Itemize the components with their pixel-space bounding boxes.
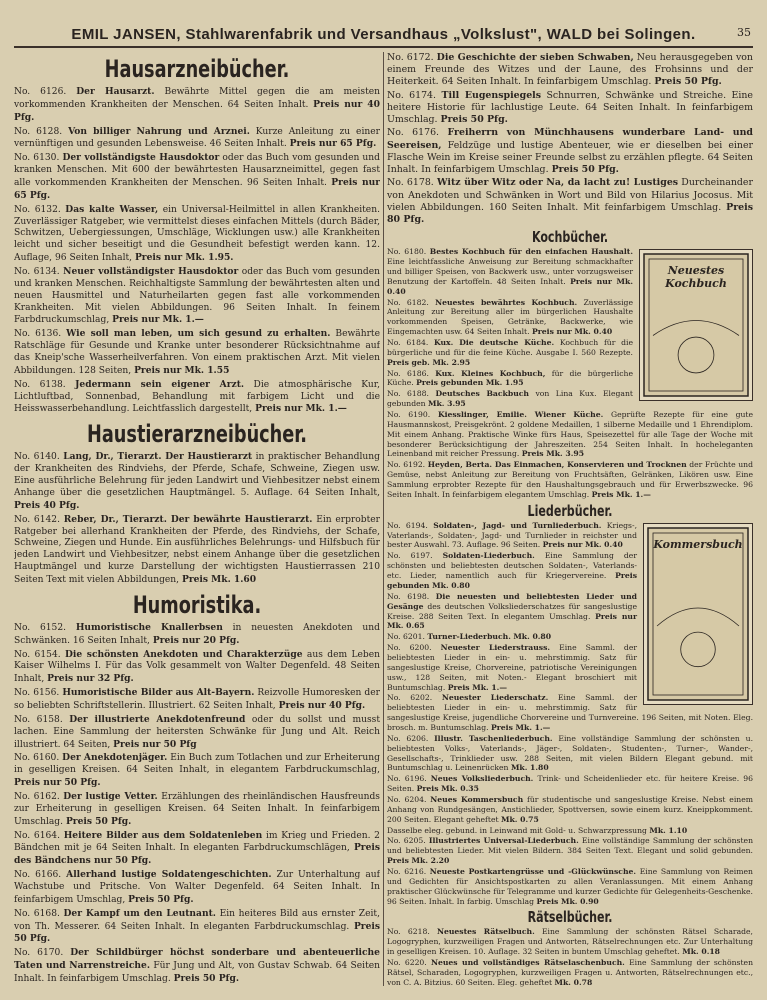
catalog-entry <box>14 266 380 327</box>
catalog-entry <box>14 947 380 986</box>
entry-price: Preis 50 Pfg. <box>173 973 240 984</box>
entry-price: Preis 50 Pfg. <box>14 920 380 945</box>
entry-number: No. 6192. <box>387 460 426 470</box>
entry-price: Preis Mk. 1.— <box>491 722 551 732</box>
entry-title: Neuestes Rätselbuch. <box>437 927 535 937</box>
entry-title: Der Schildbürger höchst sonderbare und abenteuerliche Taten und Narrenstreiche. <box>14 947 380 972</box>
entry-price: Preis 50 Pfg. <box>551 164 619 176</box>
entry-text: in neuesten Anekdoten und Schwänken. 16 Seiten Inhalt, <box>14 622 380 646</box>
entry-title: Neues Kommersbuch <box>430 794 524 804</box>
entry-text: Bewährte Mittel gegen die am meisten vorkommenden Krankheiten der Menschen. 64 Seiten Inhalt. <box>14 87 380 110</box>
catalog-entry <box>387 734 753 773</box>
catalog-entry <box>14 687 380 713</box>
entry-text: für die bürgerliche Küche. <box>387 368 633 388</box>
entry-title: Neuestes bewährtes Kochbuch. <box>435 297 578 307</box>
left-column <box>14 52 380 990</box>
entry-text: ein Universal-Heilmittel in allen Krankheiten. Zuverlässiger Ratgeber, wie vermittelst dieses einfachen Mittels (durch Bäder, Schwitzen, Uebergiessungen, Umschläge, Wicklungen usw.) alle Krankheiten leicht und sicher beseitigt und die Gesundheit befestigt werden kann. 12. Auflage, 96 Seiten Inhalt, <box>14 204 380 264</box>
entry-price: Preis nur 40 Pfg. <box>278 699 366 711</box>
entry-title: Heitere Bilder aus dem Soldatenleben <box>63 829 263 841</box>
entry-price: Preis des Bändchens nur 50 Pfg. <box>14 842 380 867</box>
entry-number: No. 6184. <box>387 338 429 348</box>
entry-price: Mk. 0.80 <box>513 632 552 642</box>
entry-price: Preis gebunden Mk. 0.80 <box>387 571 638 590</box>
entry-text: Eine Samml. der beliebtesten Lieder in ein- u. mehrstimmig. Satz für sangeslustige Kreise, Chorvereine, patriotische Vereinigungen usw., 128 Seiten, mit Noten.- Elegant broschiert mit Buntumschlag. <box>387 643 638 692</box>
entry-price: Preis 40 Pfg. <box>14 499 80 511</box>
entry-number: No. 6196. <box>387 774 427 784</box>
entry-title: Neuer vollständigster Hausdoktor <box>63 266 239 278</box>
entry-price: Mk. 1.10 <box>649 825 688 835</box>
entry-number: No. 6166. <box>14 870 62 881</box>
catalog-entry <box>14 622 380 648</box>
entry-text: Ein Buch zum Totlachen und zur Erheiterung in geselligen Kreisen. 64 Seiten Inhalt, in elegantem Farbdruckumschlag, <box>14 753 380 776</box>
entry-number: No. 6216. <box>387 866 427 876</box>
catalog-entry <box>14 908 380 947</box>
entry-number: No. 6170. <box>14 948 64 959</box>
entry-number: No. 6206. <box>387 733 429 743</box>
entry-text: Durcheinander von Anekdoten und Schwänken in Wort und Bild von Hilarius Jocosus. Mit vielen Abbildungen. 160 Seiten Inhalt. Mit feinfarbigem Umschlag. <box>387 177 753 213</box>
entry-price: Preis Mk. 3.95 <box>521 449 585 459</box>
entry-number: No. 6134. <box>14 267 60 278</box>
entry-title: Bestes Kochbuch für den einfachen Haushalt. <box>429 247 633 257</box>
entry-price: Preis nur 50 Pfg. <box>14 777 101 789</box>
entry-price: Preis nur Mk. 1.95. <box>134 252 234 264</box>
entry-price: Preis 50 Pfg. <box>65 815 132 827</box>
page-header <box>14 22 753 48</box>
catalog-entry <box>14 204 380 265</box>
entry-number: No. 6130. <box>14 153 60 164</box>
entry-price: Preis nur 50 Pfg <box>113 738 197 750</box>
entry-price: Preis Mk. 1.— <box>591 489 651 499</box>
entry-title: Witz über Witz oder Na, da lacht zu! Lustiges <box>437 177 679 189</box>
catalog-entry <box>387 410 753 459</box>
entry-price: Preis nur Mk. 0.65 <box>387 611 638 631</box>
book-cover-illustration <box>647 527 749 701</box>
kochbuecher-section <box>387 247 753 499</box>
entry-price: Mk. 0.18 <box>682 947 721 957</box>
entry-price: Preis 50 Pfg. <box>128 893 194 905</box>
catalog-entry <box>14 126 380 152</box>
entry-price: Mk. 1.80 <box>510 763 549 773</box>
entry-price: Preis nur Mk. 0.40 <box>387 276 633 296</box>
entry-number: No. 6160. <box>14 753 60 764</box>
entry-title: Turner-Liederbuch. <box>427 632 511 642</box>
entry-title: Neues und vollständiges Rätselaschenbuch. <box>430 958 625 967</box>
catalog-entry <box>14 451 380 512</box>
section-heading: Kochbücher. <box>531 228 609 247</box>
entry-title: Neues Volksliederbuch. <box>430 774 534 784</box>
entry-number: No. 6154. <box>14 649 61 660</box>
catalog-entry <box>387 958 753 988</box>
entry-number: No. 6174. <box>387 89 437 101</box>
catalog-entry <box>14 649 380 687</box>
section-heading: Hausarzneibücher. <box>104 55 290 83</box>
entry-text: Dasselbe eleg. gebund. in Leinwand mit Gold- u. Schwarzpressung <box>387 825 647 835</box>
entry-title: Die Geschichte der sieben Schwaben, <box>436 52 634 63</box>
entry-title: Der lustige Vetter. <box>63 790 158 802</box>
catalog-entry <box>14 791 380 829</box>
entry-number: No. 6186. <box>387 368 429 378</box>
page-number: 35 <box>737 26 751 39</box>
entry-price: Preis nur Mk. 1.— <box>255 403 347 415</box>
entry-number: No. 6178. <box>387 177 434 189</box>
entry-text: Eine Sammlung der schönsten und beliebtesten deutschen Soldaten-, Vaterlands- etc. Lieder, namentlich auch für Kriegervereine. <box>387 551 637 581</box>
catalog-entry <box>14 830 380 869</box>
entry-number: No. 6176. <box>387 127 440 139</box>
catalog-entry <box>14 869 380 907</box>
entry-price: Preis nur Mk. 0.40 <box>542 540 623 550</box>
entry-text: Kurze Anleitung zu einer vernünftigen und gesunden Lebensweise. 46 Seiten Inhalt. <box>14 126 380 150</box>
section-heading: Rätselbücher. <box>527 908 613 927</box>
entry-text: Die atmosphärische Kur, Lichtluftbad, Sonnenbad, Behandlung mit farbigem Licht und die Heisswasserbehandlung. Leichtfasslich dargestellt, <box>14 379 380 415</box>
entry-title: Jedermann sein eigener Arzt. <box>75 378 245 390</box>
entry-title: Heyden, Berta. Das Einmachen, Konservieren und Trocknen <box>427 460 687 470</box>
kochbuch-cover-image <box>639 249 753 401</box>
entry-number: No. 6158. <box>14 714 63 725</box>
entry-number: No. 6128. <box>14 126 63 137</box>
entry-text: des deutschen Volksliederschatzes für sangeslustige Kreise. 288 Seiten Text. In elegantem Umschlag. <box>387 601 637 621</box>
entry-title: Die schönsten Anekdoten und Charakterzüge <box>65 648 303 660</box>
entry-number: No. 6220. <box>387 958 427 967</box>
entry-number: No. 6200. <box>387 643 432 653</box>
entry-text: Eine leichtfassliche Anweisung zur Bereitung schmackhafter und billiger Speisen, von Backwerk usw., unter vorzugsweiser Benutzung der Kartoffeln. 48 Seiten Inhalt. <box>387 257 633 286</box>
entry-title: Illustriertes Universal-Liederbuch. <box>428 836 579 846</box>
entry-price: Preis 50 Pfg. <box>440 114 508 126</box>
entry-text: Kriegs-, Vaterlands-, Soldaten-, Jagd- und Turnlieder in reichster und bester Auswahl. 73. Auflage. 96 Seiten. <box>387 520 638 550</box>
entry-text: Eine Sammlung der schönsten Rätsel, Scharaden, Logogryphen, kurzweiligen Fragen u. Antworten, Rätselrechnungen etc., von C. A. Bitzius. 60 Seiten. Eleg. geheftet <box>387 958 753 987</box>
liederbuecher-section <box>387 521 753 907</box>
entry-title: Illustr. Taschenliederbuch. <box>434 733 553 743</box>
entry-number: No. 6142. <box>14 514 60 525</box>
entry-text: Zur Unterhaltung auf Wachstube und Pritsche. Von Walter Degenfeld. 64 Seiten Inhalt. In feinfarbigem Umschlag, <box>14 870 380 905</box>
catalog-entry <box>14 714 380 752</box>
catalog-entry <box>387 826 753 836</box>
entry-text: für studentische und sangeslustige Kreise. Nebst einem Anhang von Rundgesängen, Anstichlieder, Spottversen, sowie einem kurz. Kneippkomment. 200 Seiten. Elegant geheftet <box>387 794 753 824</box>
catalog-entry <box>387 927 753 957</box>
entry-title: Das kalte Wasser, <box>65 203 159 215</box>
entry-number: No. 6172. <box>387 52 434 63</box>
entry-price: Preis nur Mk. 1.— <box>112 314 204 326</box>
entry-title: Till Eugenspiegels <box>441 89 542 101</box>
entry-text: Neu herausgegeben von einem Freunde des Witzes und der Laune, des Frohsinns und der Heiterkeit. 64 Seiten Inhalt. In feinfarbigem Umschlag. <box>387 52 753 88</box>
entry-price: Mk. 0.78 <box>554 977 593 987</box>
entry-title: Freiherrn von Münchhausens wunderbare Land- und Seereisen, <box>387 127 753 151</box>
catalog-entry <box>14 328 380 377</box>
section-heading: Liederbücher. <box>527 501 613 520</box>
entry-text: oder das Buch vom gesunden und kranken Menschen. Reichhaltigste Sammlung der bewährtesten alten und neuen Hausmittel und Naturheilarten gegen fast alle vorkommenden Krankheiten. Mit vielen Abbildungen. 96 Seiten Inhalt. In feinem Farbdruckumschlag, <box>14 267 380 326</box>
entry-title: Der Hausarzt. <box>76 86 155 97</box>
entry-text: Schnurren, Schwänke und Streiche. Eine heitere Historie für lachlustige Leute. 64 Seiten Inhalt. In feinfarbigem Umschlag. <box>387 89 753 126</box>
entry-price: Preis nur 40 Pfg. <box>14 98 380 123</box>
catalog-entry <box>387 127 753 176</box>
book-cover-title: Neuestes Kochbuch <box>665 264 727 291</box>
entry-title: Soldaten-Liederbuch. <box>442 551 535 561</box>
entry-number: No. 6132. <box>14 204 61 215</box>
entry-price: Mk. 0.75 <box>501 814 539 824</box>
entry-number: No. 6204. <box>387 794 427 804</box>
catalog-entry <box>387 460 753 499</box>
column-divider <box>383 52 384 986</box>
entry-title: Die neuesten und beliebtesten Lieder und Gesänge <box>387 591 637 611</box>
section-heading: Haustierarzneibücher. <box>87 420 307 449</box>
entry-number: No. 6194. <box>387 520 428 530</box>
entry-text: Ein heiteres Bild aus ernster Zeit, von Th. Messerer. 64 Seiten Inhalt. In eleganten Farbdruckumschlag. <box>14 908 380 932</box>
catalog-entry <box>14 86 380 125</box>
entry-number: No. 6202. <box>387 693 433 703</box>
entry-title: Reber, Dr., Tierarzt. Der bewährte Haustierarzt. <box>63 513 313 525</box>
entry-title: Deutsches Backbuch <box>435 389 530 399</box>
entry-price: Preis 80 Pfg. <box>387 201 753 226</box>
entry-text: Kochbuch für die bürgerliche und für die feine Küche. Ausgabe I. 560 Rezepte. <box>387 338 633 357</box>
entry-title: Lang, Dr., Tierarzt. Der Haustierarzt <box>63 451 253 463</box>
entry-text: Erzählungen des rheinländischen Hausfreunds zur Erheiterung in geselligen Kreisen. 64 Seiten Inhalt. In feinfarbigem Umschlag. <box>14 791 380 827</box>
entry-price: Preis Mk. 0.35 <box>416 784 479 794</box>
entry-number: No. 6168. <box>14 908 60 919</box>
entry-title: Der Kampf um den Leutnant. <box>63 907 216 919</box>
catalog-entry <box>387 177 753 226</box>
entry-title: Soldaten-, Jagd- und Turnliederbuch. <box>433 520 602 530</box>
entry-number: No. 6164. <box>14 830 60 841</box>
entry-number: No. 6198. <box>387 591 430 601</box>
entry-title: Von billiger Nahrung und Arznei. <box>68 125 250 137</box>
entry-number: No. 6197. <box>387 551 433 561</box>
catalog-entry <box>387 90 753 127</box>
entry-text: Bewährte Ratschläge für Gesunde und Kranke unter besonderer Rücksichtnahme auf das Kneip'sche Wasserheilverfahren. Von einem praktischen Arzt. Mit vielen Abbildungen. 128 Seiten, <box>14 329 380 376</box>
entry-text: Eine Samml. der beliebtesten Lieder in ein- u. mehrstimmig. Satz für sangeslustige Kreise, jugendliche Chorvereine und Turnvereine. 196 Seiten, mit Noten. Eleg. brosch. m. Buntumschlag. <box>387 693 753 732</box>
entry-number: No. 6205. <box>387 836 426 846</box>
entry-title: Der illustrierte Anekdotenfreund <box>69 713 246 725</box>
entry-number: No. 6190. <box>387 410 431 420</box>
entry-title: Allerhand lustige Soldatengeschichten. <box>66 869 272 881</box>
entry-number: No. 6136. <box>14 329 62 340</box>
entry-number: No. 6188. <box>387 389 429 399</box>
entry-text: von Lina Kux. Elegant gebunden <box>387 389 633 409</box>
catalog-entry <box>387 867 753 906</box>
entry-text: Geprüfte Rezepte für eine gute Hausmannskost, Preisgekrönt. 2 goldene Medaillen, 1 silberne Medaille und 1 Ehrendiplom. Mit einem Anhang. Praktische Winke fürs Haus, Speisezettel für alle Tage der Woche mit besonderer Berücksichtigung der Jahreszeiten. 254 Seiten Inhalt. In hocheleganten Leinenband mit reicher Pressung. <box>387 410 753 459</box>
entry-price: Preis nur 65 Pfg. <box>14 177 380 201</box>
entry-title: Der Anekdotenjäger. <box>62 752 168 764</box>
entry-title: Humoristische Bilder aus Alt-Bayern. <box>62 687 255 699</box>
entry-title: Kux. Kleines Kochbuch, <box>435 368 546 378</box>
entry-text: Zuverlässige Anleitung zur Bereitung aller im bürgerlichen Haushalte vorkommenden Speisen, Getränke, Backwerke, wie Eingemachten usw. 64 Seiten Inhalt. <box>387 297 633 337</box>
entry-text: oder du sollst und musst lachen. Eine Sammlung der heitersten Schwänke für Jung und Alt. Reich illustriert. 64 Seiten, <box>14 714 380 750</box>
entry-text: Eine vollständige Sammlung der schönsten u. beliebtesten Volks-, Vaterlands-, Jäger-, Soldaten-, Studenten-, Turner-, Wander-, Gesellschafts-, Trinklieder usw. 288 Seiten, mit vielen Bildern Elegant gebund. mit Buntumschlag u. Leinenrücken <box>387 733 753 773</box>
entry-number: No. 6152. <box>14 622 67 633</box>
entry-text: aus dem Leben Kaiser Wilhelms I. Für das Volk gesammelt von Walter Degenfeld. 48 Seiten Inhalt, <box>14 649 380 685</box>
entry-number: No. 6218. <box>387 927 430 937</box>
entry-title: Humoristische Knallerbsen <box>75 621 223 633</box>
catalog-entry <box>14 379 380 417</box>
entry-price: Preis geb. Mk. 2.95 <box>387 357 471 367</box>
entry-text: in praktischer Behandlung der Krankheiten des Rindviehs, der Pferde, Schafe, Schweine, Ziegen usw. Eine ausführliche Belehrung für jeden Landwirt und Viehbesitzer nebst einem Anhange über die gesetzlichen Hauptmängel. 5. Auflage. 64 Seiten Inhalt, <box>14 452 380 498</box>
entry-text: Eine Sammlung von Reimen und Gedichten für Ansichtspostkarten zu allen Veranlassungen. Mit einem Anhang praktischer Glückwünsche für Telegramme und kurzer Gedichte für Gelegenheits-Geschenke. 96 Seiten. Inhalt. In farbig. Umschlag <box>387 866 753 906</box>
entry-text: Feldzüge und lustige Abenteuer, wie er dieselben bei einer Flasche Wein im Kreise seiner Freunde selbst zu erzählen pflegte. 64 Seiten Inhalt. In feinfarbigem Umschlag. <box>387 139 753 176</box>
entry-text: Trink- und Scheidenlieder etc. für heitere Kreise. 96 Seiten. <box>387 774 753 794</box>
section-heading: Humoristika. <box>132 590 262 619</box>
entry-number: No. 6138. <box>14 379 66 390</box>
entry-number: No. 6162. <box>14 791 60 802</box>
catalog-entry <box>14 152 380 202</box>
entry-price: Preis nur Mk. 1.55 <box>134 364 230 376</box>
entry-text: Für Jung und Alt, von Gustav Schwab. 64 Seiten Inhalt. In feinfarbigem Umschlag. <box>14 961 380 984</box>
entry-text: im Krieg und Frieden. 2 Bändchen mit je 64 Seiten Inhalt. In eleganten Farbdruckumschlägen, <box>14 830 380 854</box>
entry-price: Preis Mk. 1.60 <box>181 573 257 585</box>
entry-title: Neueste Postkartengrüsse und -Glückwünsche. <box>429 866 637 876</box>
entry-price: Preis nur 65 Pfg. <box>289 138 377 150</box>
entry-text: Eine Sammlung der schönsten Rätsel Scharade, Logogryphen, kurzweiligen Fragen und Antworten, Rätselrechnungen etc. Zur Unterhaltung in geselligen Kreisen. 10. Auflage. 32 Seiten in buntem Umschlag geheftet. <box>387 927 753 957</box>
entry-text: oder das Buch vom gesunden und kranken Menschen. Mit 600 der bewährtesten Hausarzneimittel, gegen fast alle vorkommenden Krankheiten der Menschen. 96 Seiten Inhalt. <box>14 153 380 189</box>
entry-title: Kux. Die deutsche Küche. <box>433 338 555 348</box>
entry-number: No. 6126. <box>14 87 67 97</box>
entry-number: No. 6182. <box>387 297 429 307</box>
entry-text: Eine vollständige Sammlung der schönsten und beliebtesten Lieder. Mit vielen Bildern. 384 Seiten Text. Elegant und solid gebunden. <box>387 836 753 856</box>
entry-price: Preis Mk. 2.20 <box>387 856 450 866</box>
entry-number: No. 6156. <box>14 688 60 699</box>
entry-title: Neuester Liederstrauss. <box>440 643 551 653</box>
entry-price: Mk. 3.95 <box>428 399 466 409</box>
catalog-entry <box>387 795 753 825</box>
entry-price: Preis Mk. 0.90 <box>536 896 599 906</box>
entry-text: Reizvolle Humoresken der so beliebten Schriftstellerin. Illustriert. 62 Seiten Inhalt, <box>14 688 380 711</box>
catalog-entry <box>387 836 753 866</box>
entry-title: Der vollständigste Hausdoktor <box>62 152 220 164</box>
entry-price: Preis Mk. 1.— <box>447 682 508 692</box>
entry-title: Wie soll man leben, um sich gesund zu erhalten. <box>66 328 331 340</box>
entry-price: Preis gebunden Mk. 1.95 <box>416 378 524 388</box>
entry-number: No. 6180. <box>387 247 427 257</box>
entry-price: Preis nur Mk. 0.40 <box>532 327 613 337</box>
entry-number: No. 6140. <box>14 452 60 463</box>
catalog-entry <box>387 774 753 794</box>
entry-title: Kiesslinger, Emilie. Wiener Küche. <box>437 410 604 420</box>
entry-price: Preis nur 20 Pfg. <box>152 634 240 646</box>
kommersbuch-cover-image <box>643 523 753 705</box>
catalog-entry <box>14 752 380 790</box>
book-cover-title: Kommersbuch <box>653 537 743 551</box>
catalog-entry <box>14 514 380 587</box>
entry-text: der Früchte und Gemüse, nebst Anleitung zur Bereitung von Fruchtsäften, Gelränken, Likören usw. Eine Sammlung erprobter Rezepte für den Haushaltungsgebrauch und für Erwerbszwecke. 96 Seiten Inhalt. In feinfarbigem elegantem Umschlag. <box>387 460 753 499</box>
right-column <box>387 52 753 990</box>
entry-text: Ein erprobter Ratgeber bei allerhand Krankheiten der Pferde, des Rindviehs, der Schafe, Schweine, Ziegen und Hunde. Ein ausführliches Belehrungs- und Hilfsbuch für jeden Landwirt und Viehbesitzer, nebst einem Anhange über die gesetzlichen Hauptmängel und kurze Darstellung der wichtigsten Haustierrassen 210 Seiten Text mit vielen Abbildungen, <box>14 514 380 585</box>
catalog-entry <box>387 52 753 89</box>
entry-number: No. 6201. <box>387 632 425 642</box>
entry-title: Neuester Liederschatz. <box>441 693 549 703</box>
header-title: EMIL JANSEN, Stahlwarenfabrik und Versandhaus „Volkslust", WALD bei Solingen. <box>71 25 696 43</box>
entry-price: Preis nur 32 Pfg. <box>47 673 134 685</box>
entry-price: Preis 50 Pfg. <box>654 76 722 88</box>
